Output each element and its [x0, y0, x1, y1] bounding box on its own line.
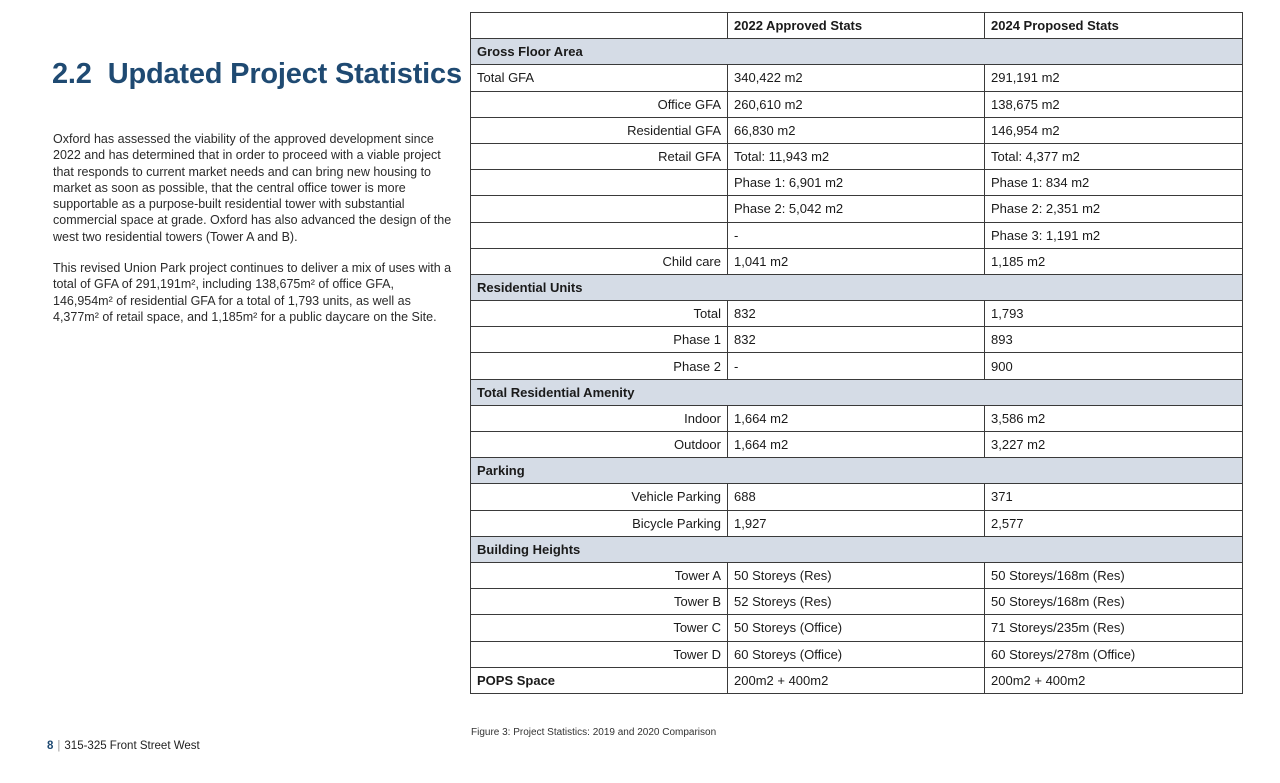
row-label: Bicycle Parking [471, 510, 728, 536]
section-label: Gross Floor Area [471, 39, 1243, 65]
value-2024: 3,586 m2 [985, 405, 1243, 431]
value-2024: 3,227 m2 [985, 432, 1243, 458]
table-row [471, 222, 1243, 248]
section-title: Updated Project Statistics [107, 58, 462, 90]
table-row [471, 484, 1243, 510]
value-2022: 1,664 m2 [728, 405, 985, 431]
value-2024: 146,954 m2 [985, 117, 1243, 143]
table-row [471, 327, 1243, 353]
row-label: Total GFA [471, 65, 728, 91]
table-row [471, 615, 1243, 641]
row-label: Tower D [471, 641, 728, 667]
table-header-cell [471, 13, 728, 39]
value-2024: Phase 1: 834 m2 [985, 170, 1243, 196]
row-label: Tower B [471, 589, 728, 615]
table-row [471, 65, 1243, 91]
value-2024: Total: 4,377 m2 [985, 143, 1243, 169]
value-2022: 1,927 [728, 510, 985, 536]
project-statistics-table [470, 12, 1243, 694]
section-label: Building Heights [471, 536, 1243, 562]
value-2024: 893 [985, 327, 1243, 353]
paragraph: This revised Union Park project continues to deliver a mix of uses with a total of GFA of 291,191m², including 138,675m² of office GFA, 146,954m² of residential GFA for a total of 1,793 units, as well as 4,377m² of retail space, and 1,185m² for a public daycare on the Site. [53, 261, 452, 324]
table-row [471, 301, 1243, 327]
value-2022: 60 Storeys (Office) [728, 641, 985, 667]
value-2024: 2,577 [985, 510, 1243, 536]
value-2024: 71 Storeys/235m (Res) [985, 615, 1243, 641]
value-2022: Phase 2: 5,042 m2 [728, 196, 985, 222]
row-label [471, 222, 728, 248]
value-2022: 688 [728, 484, 985, 510]
table-row [471, 248, 1243, 274]
row-label: Indoor [471, 405, 728, 431]
row-label: Total [471, 301, 728, 327]
row-label: Tower C [471, 615, 728, 641]
table-row [471, 405, 1243, 431]
value-2024: 371 [985, 484, 1243, 510]
table-header-row [471, 13, 1243, 39]
value-2022: 1,041 m2 [728, 248, 985, 274]
value-2024: Phase 3: 1,191 m2 [985, 222, 1243, 248]
row-label: Outdoor [471, 432, 728, 458]
paragraph: Oxford has assessed the viability of the approved development since 2022 and has determined that in order to proceed with a viable project that responds to current market needs and can bring new housing to market as soon as possible, that the central office tower is more supportable as a purpose-built residential tower with substantial commercial space at grade. Oxford has also advanced the design of the west two residential towers (Tower A and B). [53, 132, 452, 244]
row-label: Tower A [471, 562, 728, 588]
table-header-cell: 2024 Proposed Stats [985, 13, 1243, 39]
table-row [471, 117, 1243, 143]
value-2022: 340,422 m2 [728, 65, 985, 91]
row-label: Office GFA [471, 91, 728, 117]
row-label: Phase 1 [471, 327, 728, 353]
row-label: Retail GFA [471, 143, 728, 169]
section-number: 2.2 [52, 58, 92, 90]
section-heading [52, 58, 462, 91]
value-2022: - [728, 222, 985, 248]
table-row [471, 510, 1243, 536]
table-row [471, 353, 1243, 379]
table-row [471, 91, 1243, 117]
value-2022: Total: 11,943 m2 [728, 143, 985, 169]
table-row [471, 667, 1243, 693]
table-row [471, 170, 1243, 196]
table-section-row [471, 39, 1243, 65]
row-label [471, 196, 728, 222]
table-row [471, 432, 1243, 458]
section-label: Parking [471, 458, 1243, 484]
table-section-row [471, 536, 1243, 562]
footer-address: 315-325 Front Street West [64, 740, 200, 752]
value-2024: 60 Storeys/278m (Office) [985, 641, 1243, 667]
value-2022: 66,830 m2 [728, 117, 985, 143]
figure-caption: Figure 3: Project Statistics: 2019 and 2020 Comparison [471, 727, 717, 738]
body-text [53, 131, 453, 340]
table-section-row [471, 379, 1243, 405]
value-2024: 200m2 + 400m2 [985, 667, 1243, 693]
row-label: Vehicle Parking [471, 484, 728, 510]
value-2024: Phase 2: 2,351 m2 [985, 196, 1243, 222]
row-label [471, 170, 728, 196]
table-row [471, 143, 1243, 169]
table-row [471, 196, 1243, 222]
value-2022: 260,610 m2 [728, 91, 985, 117]
table-section-row [471, 274, 1243, 300]
value-2022: 832 [728, 327, 985, 353]
value-2024: 900 [985, 353, 1243, 379]
value-2022: 50 Storeys (Res) [728, 562, 985, 588]
value-2022: 52 Storeys (Res) [728, 589, 985, 615]
value-2024: 50 Storeys/168m (Res) [985, 589, 1243, 615]
row-label: Child care [471, 248, 728, 274]
table-header-cell: 2022 Approved Stats [728, 13, 985, 39]
value-2022: - [728, 353, 985, 379]
table-row [471, 589, 1243, 615]
table-row [471, 641, 1243, 667]
value-2022: 200m2 + 400m2 [728, 667, 985, 693]
value-2022: 50 Storeys (Office) [728, 615, 985, 641]
footer-separator: | [57, 740, 61, 752]
page-number: 8 [47, 740, 54, 752]
table-body [471, 39, 1243, 694]
table-row [471, 562, 1243, 588]
value-2024: 1,185 m2 [985, 248, 1243, 274]
section-label: Residential Units [471, 274, 1243, 300]
value-2022: Phase 1: 6,901 m2 [728, 170, 985, 196]
value-2024: 138,675 m2 [985, 91, 1243, 117]
row-label: POPS Space [471, 667, 728, 693]
value-2022: 1,664 m2 [728, 432, 985, 458]
table-section-row [471, 458, 1243, 484]
page-footer [47, 740, 200, 752]
row-label: Residential GFA [471, 117, 728, 143]
row-label: Phase 2 [471, 353, 728, 379]
value-2022: 832 [728, 301, 985, 327]
value-2024: 1,793 [985, 301, 1243, 327]
section-label: Total Residential Amenity [471, 379, 1243, 405]
value-2024: 291,191 m2 [985, 65, 1243, 91]
value-2024: 50 Storeys/168m (Res) [985, 562, 1243, 588]
